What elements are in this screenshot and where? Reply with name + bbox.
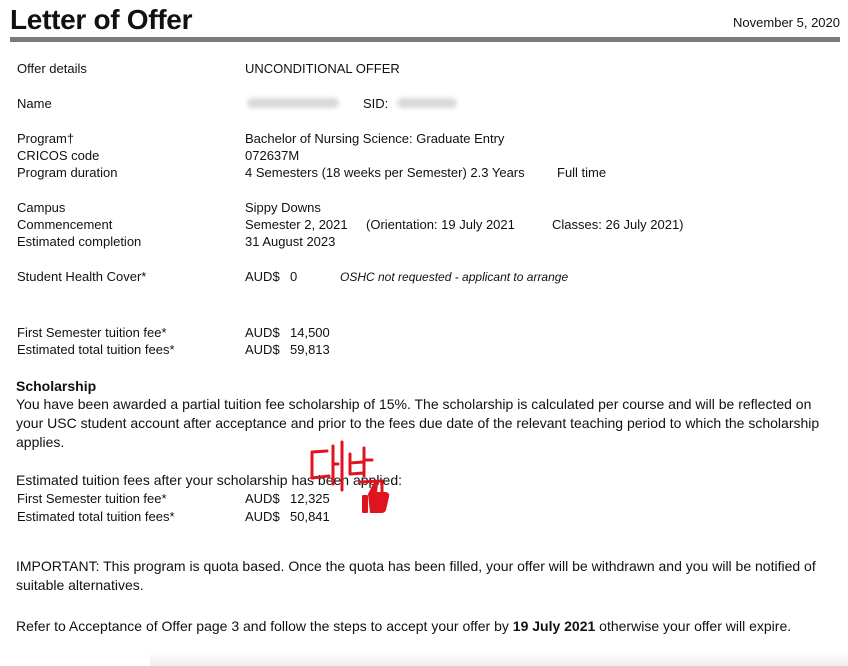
scholarship-total-fees-currency: AUD$ <box>245 509 280 524</box>
bottom-shadow <box>150 652 848 666</box>
orientation-value: (Orientation: 19 July 2021 <box>366 217 515 232</box>
important-notice: IMPORTANT: This program is quota based. Once the quota has been filled, your offer will be withdrawn and you will be notified of suitable alternatives. <box>16 558 816 593</box>
health-cover-currency: AUD$ <box>245 269 280 284</box>
acceptance-text-after: otherwise your offer will expire. <box>595 618 792 634</box>
document-title: Letter of Offer <box>10 4 193 35</box>
classes-value: Classes: 26 July 2021) <box>552 217 684 232</box>
title-divider <box>10 37 840 42</box>
campus-value: Sippy Downs <box>245 200 321 215</box>
name-label: Name <box>17 96 52 111</box>
total-fees-amount: 59,813 <box>290 342 330 357</box>
completion-label: Estimated completion <box>17 234 142 249</box>
document-date: November 5, 2020 <box>733 15 840 30</box>
commencement-value: Semester 2, 2021 <box>245 217 348 232</box>
first-semester-fee-amount: 14,500 <box>290 325 330 340</box>
acceptance-instructions <box>16 617 834 636</box>
first-semester-fee-label: First Semester tuition fee* <box>17 325 167 340</box>
commencement-label: Commencement <box>17 217 113 232</box>
acceptance-deadline: 19 July 2021 <box>512 618 596 634</box>
program-value: Bachelor of Nursing Science: Graduate Entry <box>245 131 505 146</box>
cricos-value: 072637M <box>245 148 300 163</box>
scholarship-total-fees-label: Estimated total tuition fees* <box>17 509 175 524</box>
redacted-sid <box>397 98 457 108</box>
sid-label: SID: <box>363 96 389 111</box>
handwritten-annotation <box>300 438 410 516</box>
offer-details-label: Offer details <box>17 61 87 76</box>
health-cover-amount: 0 <box>290 269 298 284</box>
duration-value: 4 Semesters (18 weeks per Semester) 2.3 Years <box>245 165 525 180</box>
duration-mode: Full time <box>557 165 607 180</box>
scholarship-heading: Scholarship <box>16 378 97 394</box>
program-label: Program† <box>17 131 75 146</box>
offer-details-value: UNCONDITIONAL OFFER <box>245 61 400 76</box>
cricos-label: CRICOS code <box>17 148 100 163</box>
acceptance-text-before: Refer to Acceptance of Offer page 3 and follow the steps to accept your offer by <box>16 618 513 634</box>
scholarship-body: You have been awarded a partial tuition fee scholarship of 15%. The scholarship is calculated per course and will be reflected on your USC student account after acceptance and prior to the fees due date of the relevant teaching period to which the scholarship applies. <box>16 396 820 450</box>
scholarship-first-fee-currency: AUD$ <box>245 491 280 506</box>
first-semester-fee-currency: AUD$ <box>245 325 280 340</box>
scholarship-after-intro: Estimated tuition fees after your scholarship has been applied: <box>16 472 403 488</box>
total-fees-label: Estimated total tuition fees* <box>17 342 175 357</box>
redacted-name <box>247 98 339 108</box>
duration-label: Program duration <box>17 165 118 180</box>
health-cover-note: OSHC not requested - applicant to arrange <box>340 270 569 284</box>
campus-label: Campus <box>17 200 66 215</box>
scholarship-first-fee-amount: 12,325 <box>290 491 330 506</box>
completion-value: 31 August 2023 <box>245 234 336 249</box>
total-fees-currency: AUD$ <box>245 342 280 357</box>
health-cover-label: Student Health Cover* <box>17 269 147 284</box>
scholarship-total-fees-amount: 50,841 <box>290 509 330 524</box>
scholarship-first-fee-label: First Semester tuition fee* <box>17 491 167 506</box>
